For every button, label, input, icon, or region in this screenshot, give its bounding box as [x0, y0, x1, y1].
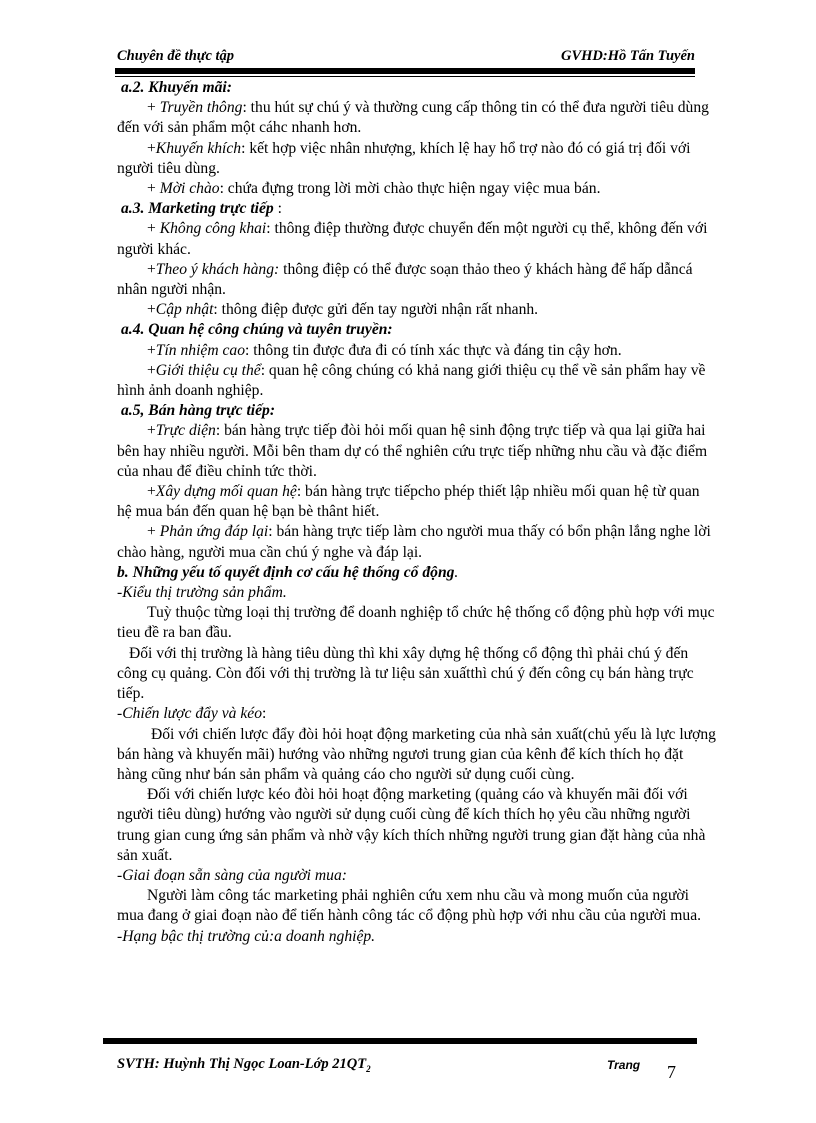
paragraph	[117, 522, 717, 562]
text-run: Khuyến khích	[155, 139, 242, 157]
footer-rule	[103, 1038, 697, 1044]
paragraph	[117, 563, 717, 583]
header-rule-thin	[115, 76, 695, 77]
paragraph	[117, 785, 717, 866]
header-rule	[115, 68, 695, 74]
paragraph	[117, 482, 717, 522]
section-heading	[117, 401, 717, 421]
page-footer	[117, 1056, 697, 1086]
text-run: a.4. Quan hệ công chúng và tuyên truyền:	[121, 321, 393, 339]
text-run: Tuỳ thuộc từng loại thị trường để doanh nghiệp tổ chức hệ thống cổ động phù hợp với mục tieu đề ra ban đầu.	[117, 604, 715, 642]
text-run: +	[147, 99, 160, 117]
text-run: Người làm công tác marketing phải nghiên cứu xem nhu cầu và mong muốn của người mua đang ở giai đoạn nào để tiến hành công tác cổ động phù hợp với nhu cầu của người mua.	[117, 887, 702, 925]
text-run: -Kiểu thị trường sản phẩm.	[117, 584, 287, 602]
text-run: +	[147, 361, 156, 379]
paragraph	[117, 421, 717, 482]
text-run: : thông điệp thường được chuyển đến một người cụ thể, không đến với người khác.	[117, 220, 708, 258]
text-run: +	[147, 139, 156, 157]
paragraph	[117, 361, 717, 401]
paragraph	[117, 179, 717, 199]
text-run: -Hạng bậc thị trường củ:a doanh nghiệp.	[117, 927, 376, 945]
paragraph	[117, 260, 717, 300]
paragraph	[117, 98, 717, 138]
text-run: thông điệp có thể được soạn thảo theo ý khách hàng để hấp dẫncá nhân người nhận.	[117, 260, 693, 299]
text-run: Tín nhiệm cao	[155, 341, 246, 359]
text-run: : kết hợp việc nhân nhượng, khích lệ hay hổ trợ nào đó có giá trị đối với người tiêu dùng.	[117, 139, 691, 177]
header-advisor: GVHD:Hồ Tấn Tuyến	[561, 48, 695, 64]
text-run: +	[147, 341, 156, 359]
page-header	[117, 46, 695, 68]
paragraph	[117, 866, 717, 886]
text-run: Đối với thị trường là hàng tiêu dùng thì khi xây dựng hệ thống cổ động thì phải chú ý đến công cụ quảng. Còn đối với thị trường là tư liệu sản xuấtthì chú ý đến công cụ bán hàng trực tiếp.	[117, 644, 694, 703]
paragraph	[117, 219, 717, 259]
text-run: Phản ứng đáp lại	[159, 523, 269, 541]
text-run: .	[454, 563, 459, 581]
text-run: -Giai đoạn sẵn sàng của người mua:	[117, 866, 347, 884]
text-run: :	[262, 705, 267, 723]
section-heading	[117, 320, 717, 340]
text-run: +	[147, 260, 156, 278]
document-body	[117, 78, 717, 947]
section-heading	[117, 199, 717, 219]
text-run: : thu hút sự chú ý và thường cung cấp thông tin có thể đưa người tiêu dùng đến với sản phẩm một cáhc nhanh hơn.	[117, 99, 709, 137]
paragraph	[117, 725, 717, 786]
text-run: +	[147, 422, 156, 440]
text-run: -Chiến lược đẩy và kéo	[117, 705, 262, 723]
text-run: : bán hàng trực tiếpcho phép thiết lập nhiều mối quan hệ từ quan hệ mua bán đến quan hệ bạn bè thânt hiết.	[117, 483, 700, 521]
text-run: : chứa đựng trong lời mời chào thực hiện ngay việc mua bán.	[219, 180, 601, 198]
page-number: 7	[667, 1062, 676, 1082]
text-run: Đối với chiến lược kéo đòi hỏi hoạt động marketing (quảng cáo và khuyến mãi đối với người tiêu dùng) hướng vào người sử dụng cuối cùng để kích thích họ yêu cầu những người trung gian cung ứng sản phẩm và nhờ vậy kích thích những người trung gian đặt hàng của nhà sản xuất.	[117, 786, 706, 864]
text-run: Không công khai	[159, 220, 267, 238]
text-run: Truyền thông	[159, 99, 243, 117]
paragraph	[117, 644, 717, 705]
footer-student-name: SVTH: Huỳnh Thị Ngọc Loan-Lớp 21QT	[117, 1056, 367, 1072]
text-run: : bán hàng trực tiếp làm cho người mua thấy có bổn phận lắng nghe lời chào hàng, người mua cần chú ý nghe và đáp lại.	[117, 523, 711, 561]
section-heading	[117, 78, 717, 98]
text-run: Giới thiệu cụ thể	[155, 361, 261, 379]
footer-class-subscript: 2	[366, 1063, 371, 1074]
paragraph	[117, 341, 717, 361]
footer-page-label: Trang	[607, 1058, 641, 1072]
text-run: :	[273, 200, 282, 218]
paragraph	[117, 139, 717, 179]
text-run: : quan hệ công chúng có khả nang giới thiệu cụ thể về sản phẩm hay về hình ảnh doanh nghiệp.	[117, 361, 706, 400]
paragraph	[117, 704, 717, 724]
paragraph	[117, 886, 717, 926]
text-run: a.3. Marketing trực tiếp	[121, 200, 274, 218]
text-run: a.2. Khuyến mãi:	[121, 79, 232, 96]
text-run: +	[147, 180, 160, 198]
paragraph	[117, 927, 717, 947]
paragraph	[117, 300, 717, 320]
text-run: b. Những yếu tố quyết định cơ cấu hệ thống cổ động	[117, 563, 455, 581]
text-run: : thông tin được đưa đi có tính xác thực và đáng tin cậy hơn.	[245, 341, 622, 359]
paragraph	[117, 603, 717, 643]
footer-student	[117, 1056, 371, 1074]
text-run: Theo ý khách hàng:	[155, 260, 280, 278]
text-run: Đối với chiến lược đẩy đòi hỏi hoạt động marketing của nhà sản xuất(chủ yếu là lực lượng bán hàng và khuyến mãi) hướng vào những ngươi trung gian của kênh để kích thích họ đặt hàng cũng như bán sản phẩm và quảng cáo cho người sử dụng cuối cùng.	[117, 725, 716, 783]
text-run: Cập nhật	[155, 301, 214, 319]
text-run: Xây dựng mối quan hệ	[155, 483, 297, 501]
text-run: a.5, Bán hàng trực tiếp:	[121, 402, 276, 420]
text-run: : bán hàng trực tiếp đòi hỏi mối quan hệ sinh động trực tiếp và qua lại giữa hai bên hay nhiều người. Mỗi bên tham dự có thể nghiên cứu trực tiếp những nhu cầu và đặc điểm của nhau để điều chỉnh tức thời.	[117, 422, 708, 480]
text-run: : thông điệp được gửi đến tay người nhận rất nhanh.	[213, 301, 539, 319]
text-run: +	[147, 523, 160, 541]
header-title: Chuyên đề thực tập	[117, 48, 235, 64]
text-run: +	[147, 301, 156, 319]
paragraph	[117, 583, 717, 603]
text-run: +	[147, 220, 160, 238]
text-run: +	[147, 483, 156, 501]
text-run: Trực diện	[155, 422, 216, 440]
text-run: Mời chào	[159, 180, 220, 198]
